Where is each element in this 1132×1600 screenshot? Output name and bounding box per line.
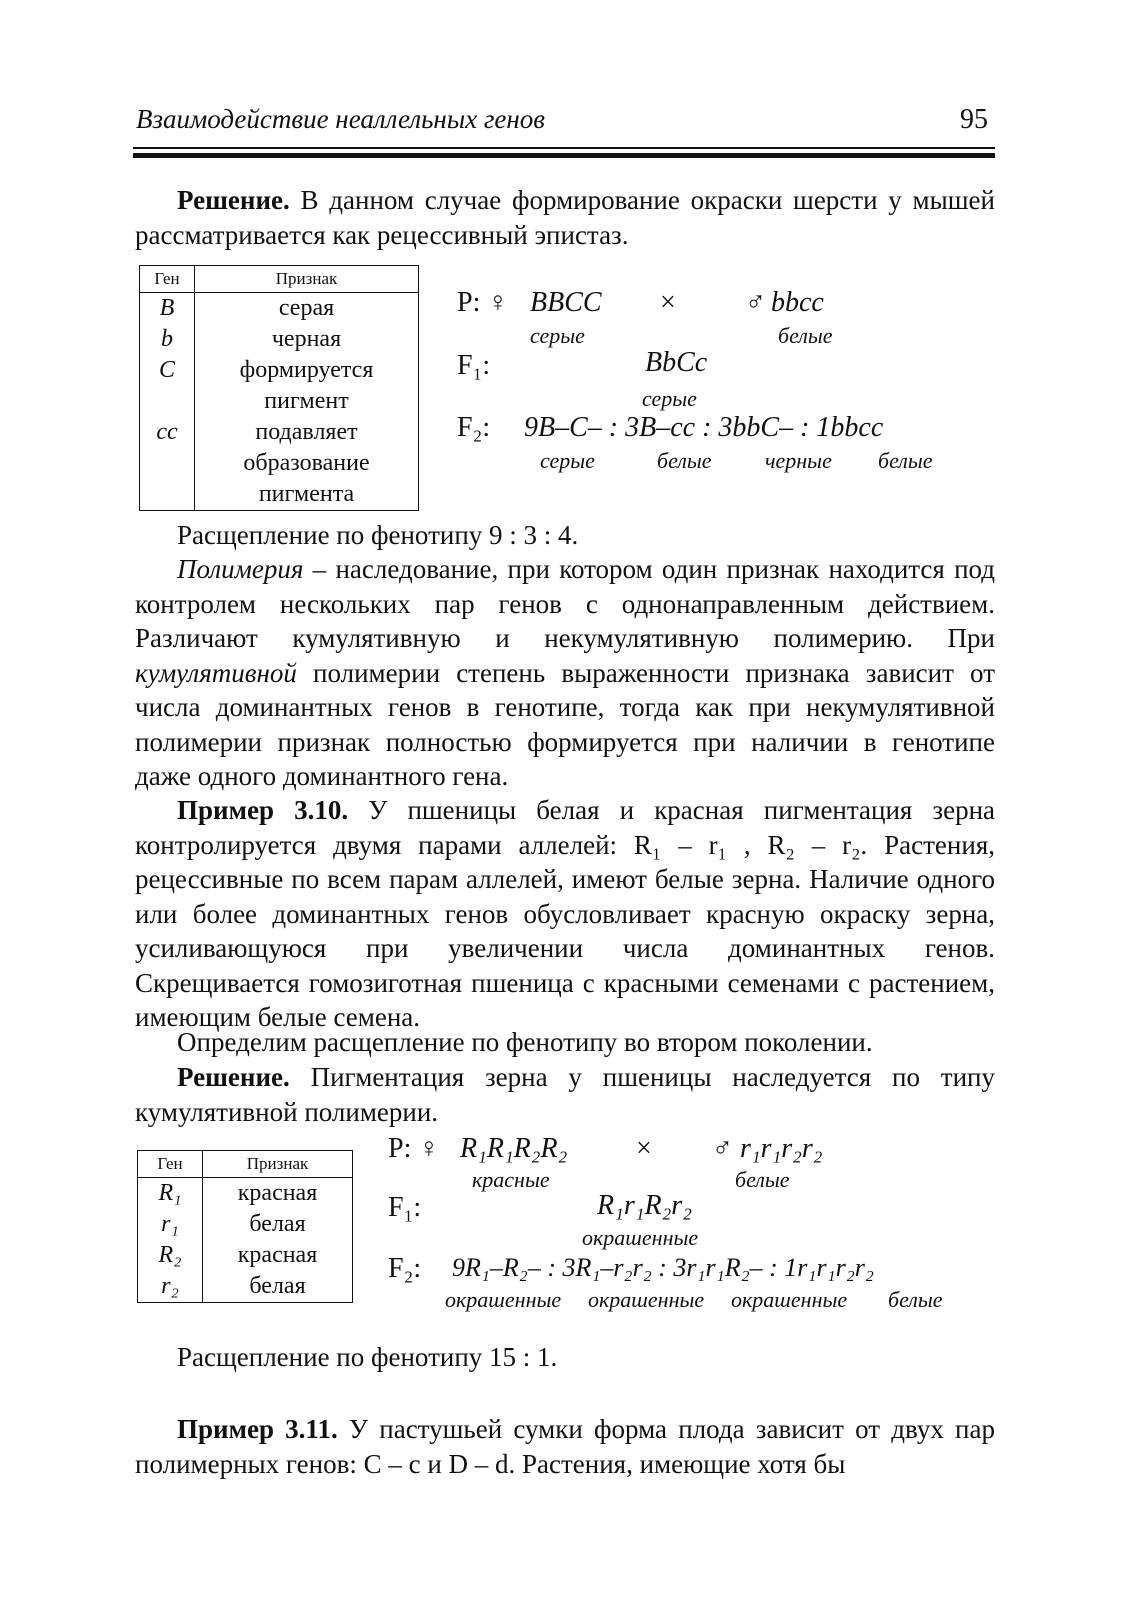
f2-phenotype: белые xyxy=(657,448,712,473)
trait-cell: белая xyxy=(203,1209,353,1240)
table-row xyxy=(140,293,419,325)
f1-genotype: BbCc xyxy=(645,347,708,378)
male-symbol: ♂ xyxy=(712,1133,733,1164)
parent-male-phenotype: белые xyxy=(735,1167,790,1192)
f2-label: F₂: xyxy=(457,412,491,443)
solution-label: Решение. xyxy=(177,185,290,215)
gene-trait-table-2 xyxy=(137,1150,353,1303)
polymery-text-2: полимерии степень выраженности признака зависит от числа доминантных генов в генотипе, тогда как при некумулятивной полимерии признак полностью формируется при наличии в генотипе даже одного доминантного гена. xyxy=(135,657,995,791)
parent-label: P: ♀ xyxy=(388,1133,440,1164)
f1-label: F₁: xyxy=(457,350,491,381)
gene-trait-table-1 xyxy=(139,265,419,511)
parent-female-phenotype: серые xyxy=(530,323,585,348)
parent-male-genotype: r₁r₁r₂r₂ xyxy=(740,1133,823,1164)
table-row xyxy=(138,1240,353,1271)
solution-text: В данном случае формирование окраски шерсти у мышей рассматривается как рецессивный эпистаз. xyxy=(135,185,995,250)
gene-cell: r₁ xyxy=(138,1209,203,1240)
split-ratio-2: Расщепление по фенотипу 15 : 1. xyxy=(177,1342,558,1372)
solution-text: Пигментация зерна у пшеницы наследуется по типу кумулятивной полимерии. xyxy=(135,1062,995,1127)
parent-female-genotype: R₁R₁R₂R₂ xyxy=(460,1133,568,1164)
table-row xyxy=(140,417,419,511)
gene-cell: b xyxy=(140,324,195,355)
table-row xyxy=(140,324,419,355)
example-text: У пшеницы белая и красная пигментация зерна контролируется двумя парами аллелей: R₁ – r₁ , R₂ – r₂. Растения, рецессивные по всем парам аллелей, имеют белые зерна. Наличие одного или более доминантных генов обусловливает красную окраску зерна, усиливающуюся при увеличении числа доминантных генов. Скрещивается гомозиготная пшеница с красными семенами с растением, имеющим белые семена. xyxy=(135,795,996,1032)
gene-cell: R₁ xyxy=(138,1178,203,1210)
trait-cell: формируется пигмент xyxy=(195,355,419,417)
f2-phenotype: белые xyxy=(878,448,933,473)
trait-cell: серая xyxy=(195,293,419,325)
cross-sign: × xyxy=(660,287,676,318)
f2-genotypes: 9R₁–R₂– : 3R₁–r₂r₂ : 3r₁r₁R₂– : 1r₁r₁r₂r₂ xyxy=(452,1253,874,1282)
f2-phenotype: окрашенные xyxy=(588,1287,705,1312)
f2-phenotype: окрашенные xyxy=(731,1287,848,1312)
parent-female-genotype: BBCC xyxy=(530,287,602,318)
term-polymery: Полимерия xyxy=(177,554,304,584)
cross-sign: × xyxy=(636,1133,652,1164)
parent-male-genotype: bbcc xyxy=(771,287,824,318)
solution-paragraph-1 xyxy=(135,183,995,252)
example-3-11-paragraph xyxy=(135,1412,995,1481)
f1-label: F₁: xyxy=(388,1192,422,1223)
polymery-text-1: – наследование, при котором один признак находится под контролем нескольких пар генов с однонаправленным действием. Различают кумулятивную и некумулятивную полимерию. При xyxy=(135,554,995,653)
gene-cell: B xyxy=(140,293,195,325)
parent-label: P: ♀ xyxy=(457,287,509,318)
example-text: У пастушьей сумки форма плода зависит от двух пар полимерных генов: C – c и D – d. Растения, имеющие хотя бы xyxy=(135,1414,995,1479)
f1-genotype: R₁r₁R₂r₂ xyxy=(597,1190,692,1221)
f2-genotypes: 9B–C– : 3B–cc : 3bbC– : 1bbcc xyxy=(524,412,884,443)
example-label: Пример 3.10. xyxy=(177,795,349,825)
trait-cell: красная xyxy=(203,1178,353,1210)
polymery-paragraph xyxy=(135,552,995,794)
split-ratio-1: Расщепление по фенотипу 9 : 3 : 4. xyxy=(177,520,579,550)
male-symbol: ♂ xyxy=(745,287,766,318)
solution-paragraph-2 xyxy=(135,1060,995,1129)
f2-phenotype: белые xyxy=(888,1287,943,1312)
determine-paragraph: Определим расщепление по фенотипу во втором поколении. xyxy=(177,1027,873,1057)
gene-cell: r₂ xyxy=(138,1271,203,1303)
example-label: Пример 3.11. xyxy=(177,1414,338,1444)
f1-phenotype: окрашенные xyxy=(582,1225,699,1250)
table-header-trait: Признак xyxy=(195,266,419,293)
f1-phenotype: серые xyxy=(642,386,697,411)
f2-phenotype: серые xyxy=(540,448,595,473)
parent-male-phenotype: белые xyxy=(778,323,833,348)
header-rule xyxy=(133,147,995,149)
header-rule-thick xyxy=(133,153,995,158)
table-row xyxy=(140,355,419,417)
gene-cell: R₂ xyxy=(138,1240,203,1271)
table-header-gene: Ген xyxy=(140,266,195,293)
trait-cell: подавляет образование пигмента xyxy=(195,417,419,511)
term-cumulative: кумулятивной xyxy=(135,657,297,688)
gene-cell: C xyxy=(140,355,195,417)
table-row xyxy=(138,1271,353,1303)
solution-label: Решение. xyxy=(177,1062,290,1092)
example-3-10-paragraph xyxy=(135,793,995,1035)
table-row xyxy=(138,1178,353,1210)
trait-cell: красная xyxy=(203,1240,353,1271)
page-number: 95 xyxy=(960,104,988,135)
gene-cell: cc xyxy=(140,417,195,511)
f2-label: F₂: xyxy=(388,1253,422,1284)
table-header-trait: Признак xyxy=(203,1151,353,1178)
table-header-gene: Ген xyxy=(138,1151,203,1178)
table-row xyxy=(138,1209,353,1240)
f2-phenotype: черные xyxy=(765,448,832,473)
f2-phenotype: окрашенные xyxy=(445,1287,562,1312)
trait-cell: черная xyxy=(195,324,419,355)
trait-cell: белая xyxy=(203,1271,353,1303)
running-header-title: Взаимодействие неаллельных генов xyxy=(136,104,545,134)
parent-female-phenotype: красные xyxy=(472,1167,550,1192)
